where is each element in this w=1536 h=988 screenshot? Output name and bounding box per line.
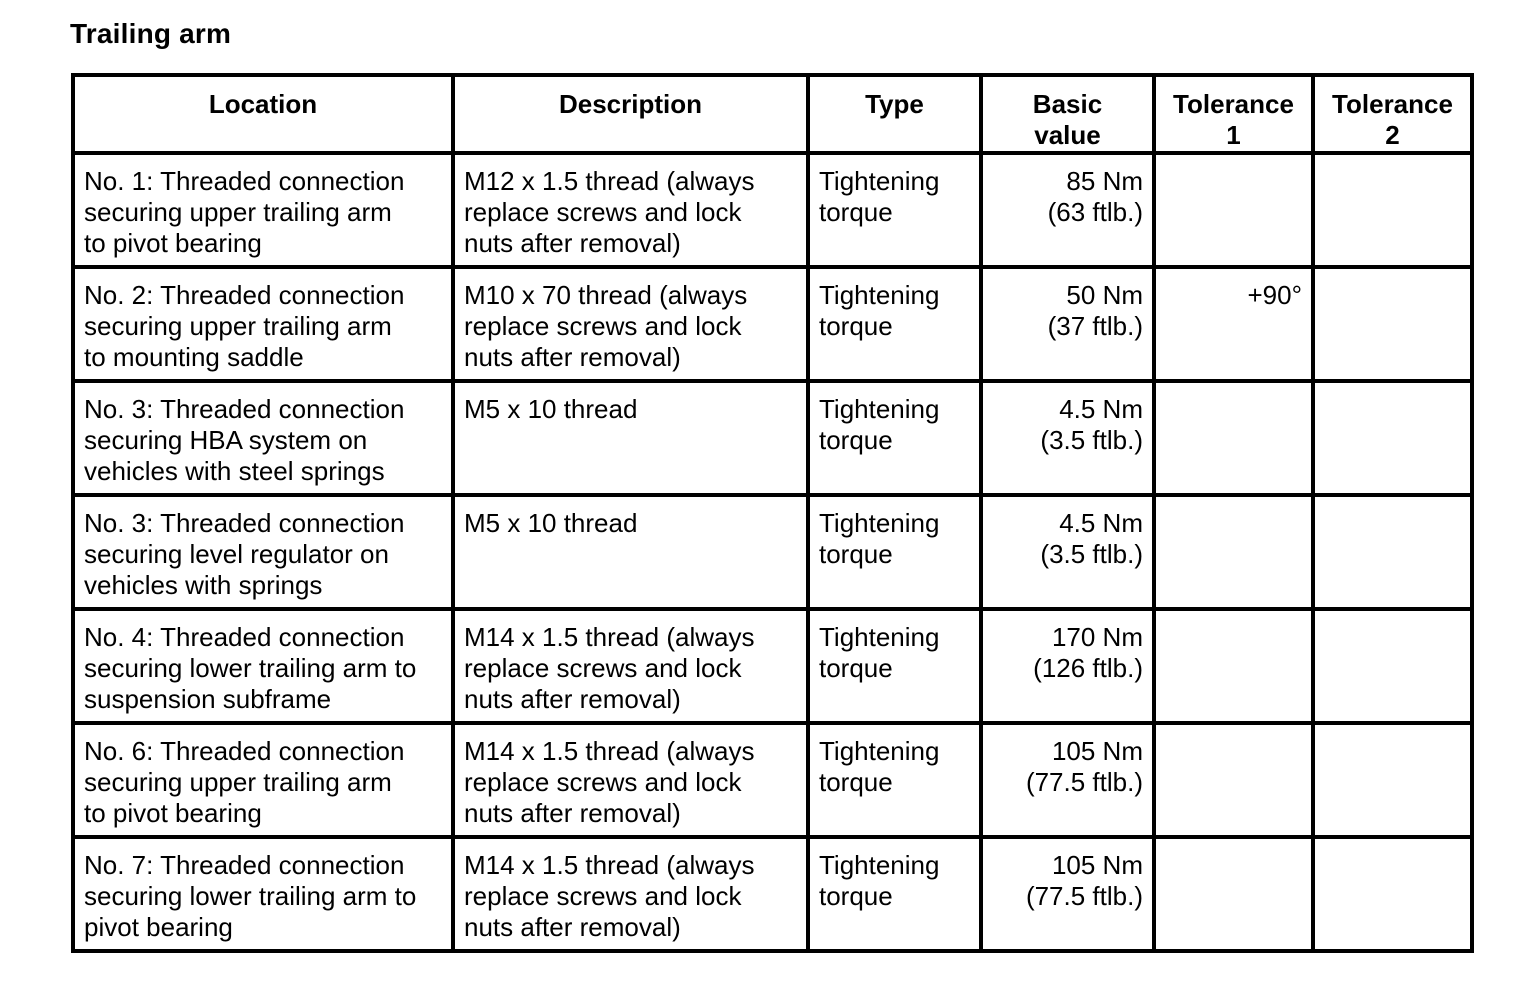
header-type: Type (808, 75, 981, 153)
cell-type: Tightening torque (808, 495, 981, 609)
cell-type: Tightening torque (808, 153, 981, 267)
cell-tolerance-2 (1313, 723, 1472, 837)
cell-type: Tightening torque (808, 609, 981, 723)
cell-basic-value: 85 Nm (63 ftlb.) (981, 153, 1154, 267)
cell-tolerance-2 (1313, 837, 1472, 951)
table-row (73, 723, 1472, 837)
table-row (73, 837, 1472, 951)
cell-tolerance-2 (1313, 267, 1472, 381)
cell-tolerance-1 (1154, 837, 1313, 951)
header-tolerance-1: Tolerance 1 (1154, 75, 1313, 153)
cell-description: M14 x 1.5 thread (always replace screws and lock nuts after removal) (453, 837, 808, 951)
cell-tolerance-1 (1154, 609, 1313, 723)
cell-tolerance-2 (1313, 495, 1472, 609)
header-location: Location (73, 75, 453, 153)
header-description: Description (453, 75, 808, 153)
cell-description: M12 x 1.5 thread (always replace screws and lock nuts after removal) (453, 153, 808, 267)
table-row (73, 381, 1472, 495)
cell-tolerance-2 (1313, 381, 1472, 495)
cell-basic-value: 105 Nm (77.5 ftlb.) (981, 723, 1154, 837)
cell-description: M5 x 10 thread (453, 495, 808, 609)
table-row (73, 153, 1472, 267)
cell-tolerance-1: +90° (1154, 267, 1313, 381)
cell-description: M5 x 10 thread (453, 381, 808, 495)
header-tolerance-2: Tolerance 2 (1313, 75, 1472, 153)
cell-basic-value: 50 Nm (37 ftlb.) (981, 267, 1154, 381)
cell-basic-value: 4.5 Nm (3.5 ftlb.) (981, 495, 1154, 609)
header-basic-value: Basic value (981, 75, 1154, 153)
cell-basic-value: 105 Nm (77.5 ftlb.) (981, 837, 1154, 951)
cell-type: Tightening torque (808, 381, 981, 495)
cell-location: No. 2: Threaded connection securing upper trailing arm to mounting saddle (73, 267, 453, 381)
cell-tolerance-2 (1313, 609, 1472, 723)
cell-location: No. 1: Threaded connection securing upper trailing arm to pivot bearing (73, 153, 453, 267)
table-header-row (73, 75, 1472, 153)
cell-tolerance-1 (1154, 153, 1313, 267)
cell-tolerance-1 (1154, 495, 1313, 609)
cell-location: No. 3: Threaded connection securing level regulator on vehicles with springs (73, 495, 453, 609)
table-row (73, 609, 1472, 723)
cell-description: M10 x 70 thread (always replace screws and lock nuts after removal) (453, 267, 808, 381)
cell-basic-value: 170 Nm (126 ftlb.) (981, 609, 1154, 723)
cell-location: No. 7: Threaded connection securing lower trailing arm to pivot bearing (73, 837, 453, 951)
cell-description: M14 x 1.5 thread (always replace screws and lock nuts after removal) (453, 723, 808, 837)
cell-type: Tightening torque (808, 267, 981, 381)
table-row (73, 267, 1472, 381)
cell-description: M14 x 1.5 thread (always replace screws and lock nuts after removal) (453, 609, 808, 723)
cell-location: No. 4: Threaded connection securing lower trailing arm to suspension subframe (73, 609, 453, 723)
cell-type: Tightening torque (808, 837, 981, 951)
torque-spec-table (71, 73, 1474, 953)
page-title: Trailing arm (70, 18, 232, 49)
table-row (73, 495, 1472, 609)
cell-basic-value: 4.5 Nm (3.5 ftlb.) (981, 381, 1154, 495)
cell-tolerance-1 (1154, 381, 1313, 495)
cell-type: Tightening torque (808, 723, 981, 837)
cell-tolerance-1 (1154, 723, 1313, 837)
cell-tolerance-2 (1313, 153, 1472, 267)
cell-location: No. 6: Threaded connection securing upper trailing arm to pivot bearing (73, 723, 453, 837)
cell-location: No. 3: Threaded connection securing HBA system on vehicles with steel springs (73, 381, 453, 495)
